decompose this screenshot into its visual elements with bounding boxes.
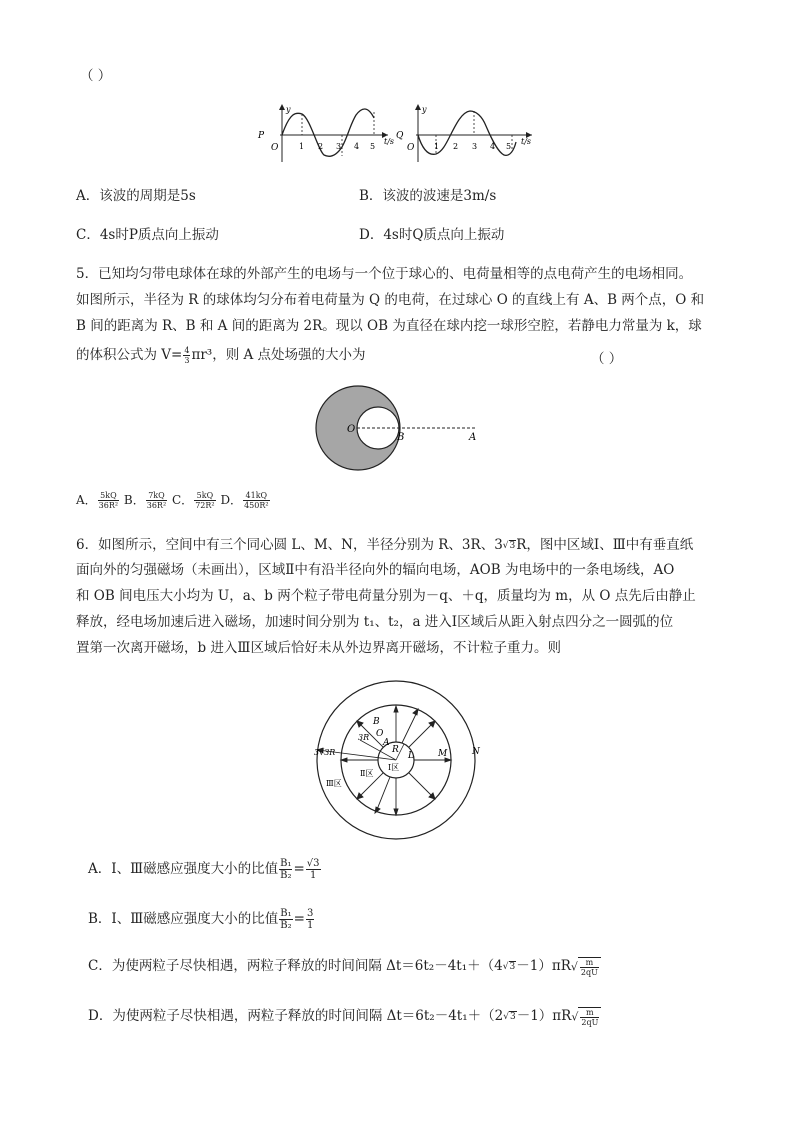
graph-p-origin: O	[271, 143, 279, 153]
graph-q-point: Q	[396, 131, 404, 141]
graph-p-point: P	[258, 131, 265, 141]
graph-p-tick-3: 3	[336, 142, 342, 151]
q6-label-b: B	[373, 717, 380, 727]
q5-label-a: A	[469, 432, 477, 443]
q6-label-m: M	[438, 749, 448, 759]
graph-p-tick-2: 2	[318, 142, 324, 151]
graph-q-tick-3: 3	[472, 142, 478, 151]
q6-line-1: 6．如图所示，空间中有三个同心圆 L、M、N，半径分别为 R、3R、3√3R，图中区域Ⅰ、Ⅲ中有垂直纸	[76, 537, 694, 553]
q6-label-zone1: Ⅰ区	[388, 763, 400, 772]
graph-q-tick-1: 1	[434, 142, 440, 151]
graph-q-tick-4: 4	[490, 142, 496, 151]
q5-label-o: O	[347, 424, 356, 435]
q6-label-n: N	[472, 747, 480, 757]
graph-p-tick-5: 5	[370, 142, 376, 151]
graph-p-tick-4: 4	[354, 142, 360, 151]
q6-label-l: L	[408, 751, 414, 761]
q5-label-b: B	[397, 432, 405, 443]
q5-sphere-figure	[310, 380, 500, 480]
q6-option-a: A．Ⅰ、Ⅲ磁感应强度大小的比值 $\frac{\text{B₁}}{\text{B₂}}$ = $\frac{√3}{1}$	[88, 858, 320, 881]
q6-option-d: D．为使两粒子尽快相遇，两粒子释放的时间间隔 Δt＝6t₂－4t₁＋（2√3－1）πR√ $\frac{m}{2qU}$	[88, 1006, 601, 1027]
q6-label-a: A	[383, 738, 390, 748]
graph-p-xlabel: t/s	[384, 137, 395, 146]
q4-option-d: D．4s时Q质点向上振动	[359, 227, 505, 243]
q5-line-2: 如图所示，半径为 R 的球体均匀分布着电荷量为 Q 的电荷，在过球心 O 的直线上有 A、B 两个点，O 和	[76, 292, 705, 308]
graph-q	[396, 104, 532, 162]
q6-line-4: 释放，经电场加速后进入磁场，加速时间分别为 t₁、t₂，a 进入Ⅰ区域后从距入射点四分之一圆弧的位	[76, 614, 674, 630]
q6-label-zone3: Ⅲ区	[326, 779, 342, 788]
q6-option-c: C．为使两粒子尽快相遇，两粒子释放的时间间隔 Δt＝6t₂－4t₁＋（4√3－1）πR√ $\frac{m}{2qU}$	[88, 956, 601, 977]
q6-label-o: O	[376, 729, 384, 739]
q5-options: A． $\frac{5kQ}{\text{36R²}}$ B． $\frac{7kQ}{\text{36R²}}$ C． $\frac{5kQ}{\text{72R²}}$ D． $\frac{41kQ}{\text{450R²}}$	[76, 491, 269, 510]
q4-answer-bracket: （ ）	[80, 68, 112, 84]
q6-label-3r: 3R	[358, 733, 370, 742]
q6-option-b: B．Ⅰ、Ⅲ磁感应强度大小的比值 $\frac{\text{B₁}}{\text{B₂}}$ = $\frac{3}{1}$	[88, 908, 314, 931]
q6-concentric-figure	[300, 678, 500, 848]
q6-line-3: 和 OB 间电压大小均为 U，a、b 两个粒子带电荷量分别为－q、＋q，质量均为 m，从 O 点先后由静止	[76, 588, 696, 604]
q6-label-3sqrt3r: 3√3R	[314, 748, 336, 757]
q5-answer-bracket: （ ）	[591, 351, 623, 367]
graph-q-ylabel: y	[422, 105, 427, 114]
graph-q-tick-2: 2	[453, 142, 459, 151]
q4-option-c: C．4s时P质点向上振动	[76, 227, 219, 243]
q6-label-zone2: Ⅱ区	[360, 769, 374, 778]
graph-q-origin: O	[407, 143, 415, 153]
graph-q-tick-5: 5	[506, 142, 512, 151]
q6-line-5: 置第一次离开磁场，b 进入Ⅲ区域后恰好未从外边界离开磁场，不计粒子重力。则	[76, 640, 561, 656]
q5-line-4: 的体积公式为 V= $\frac{4}{3}$ πr³，则 A 点处场强的大小为	[76, 346, 366, 365]
q4-wave-graphs	[250, 100, 550, 170]
q6-line-2: 面向外的匀强磁场（未画出），区域Ⅱ中有沿半径向外的辐向电场，AOB 为电场中的一条电场线，AO	[76, 562, 675, 578]
q4-option-b: B．该波的波速是3m/s	[359, 188, 497, 204]
q5-line-3: B 间的距离为 R、B 和 A 间的距离为 2R。现以 OB 为直径在球内挖一球形空腔，若静电力常量为 k，球	[76, 318, 702, 334]
graph-p-ylabel: y	[286, 105, 291, 114]
graph-p-tick-1: 1	[299, 142, 305, 151]
graph-p	[257, 104, 394, 162]
q5-line-1: 5．已知均匀带电球体在球的外部产生的电场与一个位于球心的、电荷量相等的点电荷产生的电场相同。	[76, 266, 693, 282]
q4-option-a: A．该波的周期是5s	[76, 188, 196, 204]
graph-q-xlabel: t/s	[521, 137, 532, 146]
q6-label-r: R	[392, 745, 399, 755]
